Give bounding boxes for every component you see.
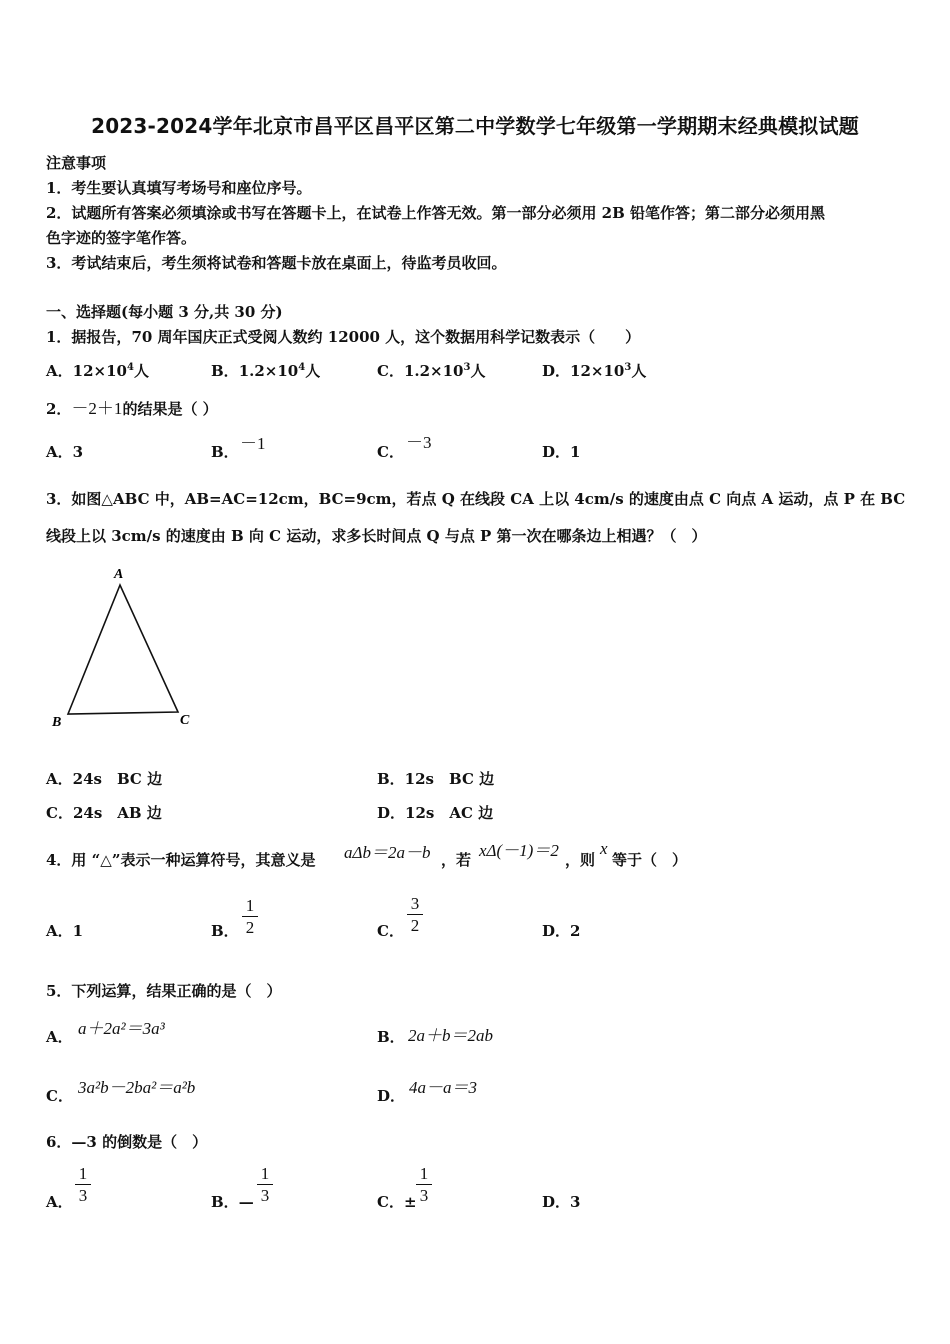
notice-item-1: 1．考生要认真填写考场号和座位序号。 (46, 179, 312, 197)
q3-option-b: B．12s BC 边 (377, 770, 495, 788)
q5-option-a-expr: a＋2a²＝3a³ (78, 1019, 165, 1038)
q5-option-a-label: A． (46, 1028, 73, 1046)
vertex-a-label: A (114, 567, 124, 582)
q4-condition-expr: xΔ(－1)＝2 (479, 841, 559, 860)
q4-stem-suffix: 等于（ ） (612, 851, 688, 869)
q5-option-d-expr: 4a－a＝3 (409, 1078, 477, 1097)
q4-option-a: A．1 (46, 922, 84, 940)
q2-option-c-label: C． (377, 443, 404, 461)
q5-option-b-label: B． (377, 1028, 405, 1046)
q2-option-b-value: －1 (240, 434, 266, 453)
q2-stem: 2．－2＋1的结果是（ ） (46, 399, 218, 418)
q3-stem-line2: 线段上以 3cm/s 的速度由 B 向 C 运动，求多长时间点 Q 与点 P 第一次在哪条边上相遇？（ ） (46, 527, 707, 545)
q1-option-d: D．$12\times 10^3$人 (542, 362, 647, 380)
q1-stem: 1．据报告，70 周年国庆正式受阅人数约 12000 人，这个数据用科学记数表示（ ） (46, 328, 641, 346)
q2-option-c-value: －3 (406, 433, 432, 452)
q4-definition-expr: aΔb＝2a－b (344, 843, 431, 862)
q5-option-c-expr: 3a²b－2ba²＝a²b (78, 1078, 196, 1097)
q3-option-d: D．12s AC 边 (377, 804, 494, 822)
q5-option-d-label: D． (377, 1087, 406, 1105)
q6-stem: 6．—3 的倒数是（ ） (46, 1133, 208, 1151)
triangle-abc (68, 585, 178, 714)
q6-option-c-fraction: 1 3 (416, 1165, 432, 1205)
q4-variable-x: x (600, 839, 608, 858)
q4-option-c-fraction: 3 2 (407, 895, 423, 935)
q6-option-d: D．3 (542, 1193, 581, 1211)
q6-option-a-fraction: 1 3 (75, 1165, 91, 1205)
q4-stem-mid: ，若 (441, 851, 472, 869)
q4-option-c-label: C． (377, 922, 404, 940)
q2-option-d: D．1 (542, 443, 581, 461)
vertex-b-label: B (52, 715, 62, 730)
q6-option-a-label: A． (46, 1193, 73, 1211)
q5-option-b-expr: 2a＋b＝2ab (408, 1026, 493, 1045)
q1-option-c: C．$1.2\times 10^3$人 (377, 362, 486, 380)
page-title: 2023-2024学年北京市昌平区昌平区第二中学数学七年级第一学期期末经典模拟试题 (91, 114, 859, 138)
q6-option-b-fraction: 1 3 (257, 1165, 273, 1205)
triangle-abc-figure (40, 560, 210, 735)
q4-option-b-fraction: 1 2 (242, 897, 258, 937)
section-heading: 一、选择题(每小题 3 分,共 30 分) (46, 303, 283, 321)
q2-option-a: A．3 (46, 443, 84, 461)
q2-option-b-label: B． (211, 443, 239, 461)
notice-item-2: 2．试题所有答案必须填涂或书写在答题卡上，在试卷上作答无效。第一部分必须用 2B 铅笔作答；第二部分必须用黑 (46, 204, 826, 222)
q3-stem-line1: 3．如图△ABC 中，AB=AC=12cm，BC=9cm，若点 Q 在线段 CA 上以 4cm/s 的速度由点 C 向点 A 运动，点 P 在 BC (46, 490, 906, 508)
q6-option-b-label: B．— (211, 1193, 254, 1211)
vertex-c-label: C (180, 713, 190, 728)
q4-stem-mid2: ，则 (565, 851, 596, 869)
q1-option-b: B．$1.2\times 10^4$人 (211, 362, 321, 380)
q5-option-c-label: C． (46, 1087, 73, 1105)
q1-option-a: A．$12\times 10^4$人 (46, 362, 149, 380)
q3-option-c: C．24s AB 边 (46, 804, 162, 822)
q4-option-d: D．2 (542, 922, 581, 940)
q3-option-a: A．24s BC 边 (46, 770, 163, 788)
notice-item-3: 3．考试结束后，考生须将试卷和答题卡放在桌面上，待监考员收回。 (46, 254, 507, 272)
q4-option-b-label: B． (211, 922, 239, 940)
notice-heading: 注意事项 (46, 154, 107, 172)
q4-stem-prefix: 4．用 “△”表示一种运算符号，其意义是 (46, 851, 316, 869)
q5-stem: 5．下列运算，结果正确的是（ ） (46, 982, 282, 1000)
notice-item-2-cont: 色字迹的签字笔作答。 (46, 229, 197, 247)
q6-option-c-label: C．± (377, 1193, 417, 1211)
